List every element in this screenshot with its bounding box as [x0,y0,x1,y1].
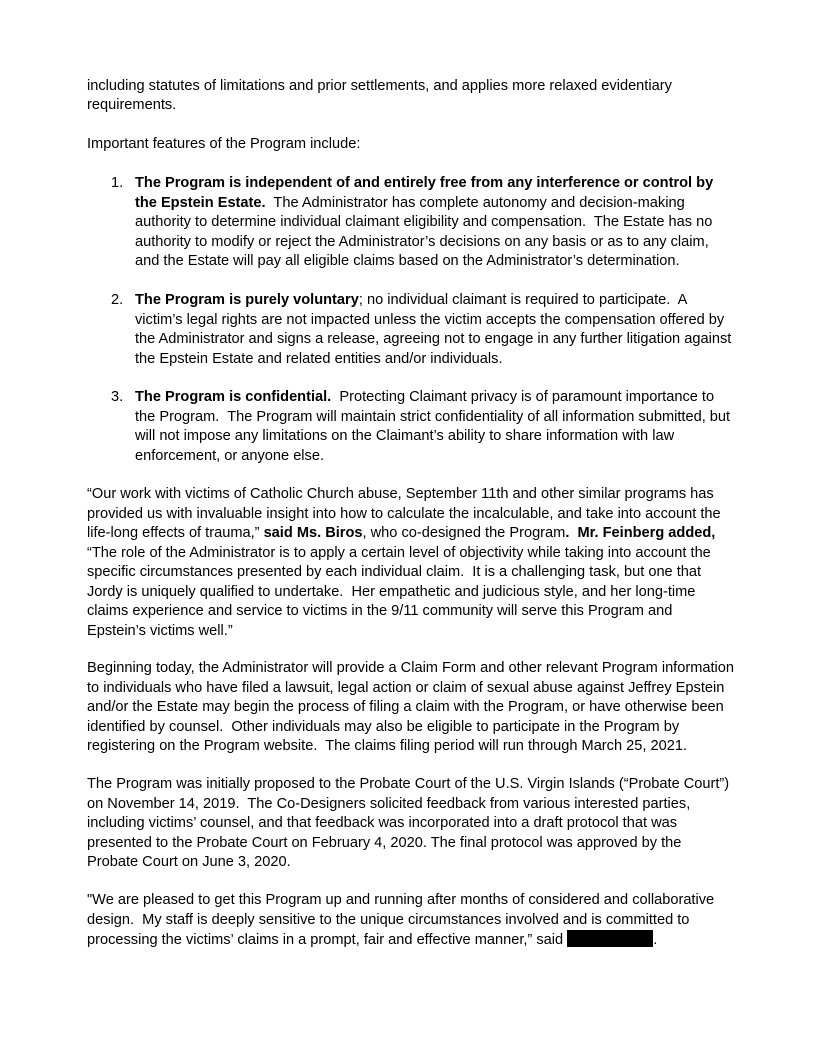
text: victim’s legal rights are not impacted unless the victim accepts the compensation offered by [135,311,725,328]
feature-2-line [135,311,724,331]
intro-line-1: including statutes of limitations and prior settlements, and applies more relaxed evidentiary [87,78,672,94]
quote-line [87,602,672,622]
closing-line [87,930,657,951]
closing-line: "We are pleased to get this Program up and running after months of considered and collaborative [87,892,715,908]
text: enforcement, or anyone else. [135,447,325,464]
text: . [653,932,658,948]
text: will not impose any limitations on the Claimant’s ability to share information with law [135,428,675,444]
bold-text: said Ms. Biros [263,525,363,541]
feature-1-line [135,194,685,214]
feature-1-line [135,233,709,253]
quote-line [87,544,711,564]
claim-line: and/or the Estate may begin the process of filing a claim with the Program, or have otherwise been [87,699,724,715]
claim-line: to individuals who have filed a lawsuit, legal action or claim of sexual abuse against Jeffrey Epstein [87,679,725,696]
text: specific circumstances presented by each individual claim. It is a challenging task, but one that [87,564,702,580]
text: provided us with invaluable insight into how to calculate the incalculable, and take into account the [87,505,721,522]
list-number: 3. [111,389,124,405]
text: claims experience and service to victims in the 9/11 community will serve this Program and [87,603,673,619]
text: “The role of the Administrator is to apply a certain level of objectivity while taking into account the [87,544,711,561]
history-line: Probate Court on June 3, 2020. [87,854,291,870]
bold-text: the Epstein Estate. [135,194,266,211]
feature-2-line [135,291,687,311]
feature-1-line [135,213,712,233]
history-line: The Program was initially proposed to the Probate Court of the U.S. Virgin Islands (“Probate Court”) [87,776,730,792]
text: the Epstein Estate and related entities and/or individuals. [135,350,503,367]
history-line: presented to the Probate Court on February 4, 2020. The final protocol was approved by the [87,834,682,851]
quote-line [87,563,701,583]
feature-3-line [135,447,324,467]
feature-2-line [135,350,503,370]
bold-text: The Program is purely voluntary [135,292,359,308]
claim-line: registering on the Program website. The claims filing period will run through March 25, 2021. [87,738,687,754]
text: Epstein’s victims well.” [87,622,233,639]
text: the Program. The Program will maintain strict confidentiality of all information submitted, but [135,408,731,425]
feature-1-line [135,174,713,194]
quote-line [87,583,695,603]
text: Jordy is uniquely qualified to undertake. Her empathetic and judicious style, and her long-time [87,583,696,600]
redaction-box [567,930,653,947]
text: Protecting Claimant privacy is of paramount importance to [331,389,715,405]
feature-3-line [135,388,714,408]
intro-line-2: requirements. [87,97,177,113]
feature-2-line [135,330,731,350]
text: “Our work with victims of Catholic Church abuse, September 11th and other similar programs has [87,486,714,502]
text: the Administrator and signs a release, agreeing not to engage in any further litigation against [135,331,732,347]
text: authority to determine individual claimant eligibility and compensation. The Estate has no [135,214,713,230]
list-number: 2. [111,292,124,308]
text: ; no individual claimant is required to participate. A [358,292,688,308]
closing-line: design. My staff is deeply sensitive to the unique circumstances involved and is committed to [87,911,690,928]
feature-1-line [135,252,680,272]
claim-line: identified by counsel. Other individuals may also be eligible to participate in the Program by [87,718,680,735]
text: The Administrator has complete autonomy and decision-making [265,194,685,211]
bold-text: The Program is confidential. [135,389,332,405]
quote-line [87,622,233,642]
history-line: on November 14, 2019. The Co-Designers solicited feedback from various interested parties, [87,795,691,812]
quote-line [87,505,721,525]
feature-3-line [135,408,730,428]
bold-text: The Program is independent of and entirely free from any interference or control by [135,175,714,191]
text: authority to modify or reject the Administrator’s decisions on any basis or as to any claim, [135,233,709,250]
claim-line: Beginning today, the Administrator will provide a Claim Form and other relevant Program information [87,660,735,676]
text: life-long effects of trauma,” [87,525,264,541]
text: , who co-designed the Program [362,525,566,541]
features-heading: Important features of the Program include: [87,136,361,152]
quote-line [87,485,714,505]
history-line: including victims’ counsel, and that feedback was incorporated into a draft protocol that was [87,815,678,831]
text: and the Estate will pay all eligible claims based on the Administrator’s determination. [135,253,680,269]
bold-text: . Mr. Feinberg added, [565,525,716,541]
feature-3-line [135,427,674,447]
quote-line [87,524,715,544]
text: processing the victims’ claims in a prompt, fair and effective manner,” said [87,932,568,948]
list-number: 1. [111,175,124,191]
